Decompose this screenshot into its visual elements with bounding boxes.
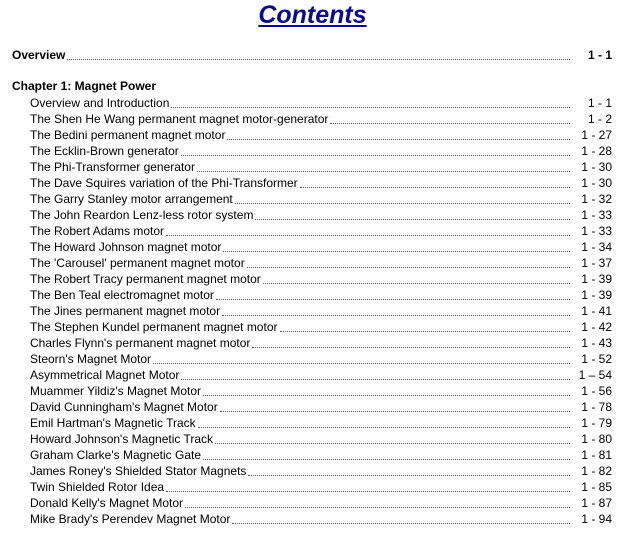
toc-entry[interactable] [30,494,612,510]
dot-leader [203,385,570,396]
toc-entry[interactable] [30,158,612,174]
toc-entry-label: The Bedini permanent magnet motor [30,128,226,142]
toc-entry-page: 1 - 80 [581,432,612,446]
toc-entry[interactable] [30,94,612,110]
toc-entry-page: 1 - 78 [581,400,612,414]
dot-leader [248,465,570,476]
toc-entry-label: Graham Clarke's Magnetic Gate [30,448,202,462]
dot-leader [171,97,570,108]
toc-entry-page: 1 - 82 [581,464,612,478]
toc-entry[interactable] [30,430,612,446]
toc-entry-page: 1 - 32 [581,192,612,206]
toc-entry-label: Twin Shielded Rotor Idea [30,480,165,494]
toc-entry-page: 1 - 41 [581,304,612,318]
toc-entry[interactable] [30,126,612,142]
toc-entry[interactable] [30,478,612,494]
dot-leader [280,321,571,332]
dot-leader [215,433,570,444]
toc-entry-label: The Ecklin-Brown generator [30,144,179,158]
chapter-heading: Chapter 1: Magnet Power [12,79,157,93]
toc-entry-label: The Dave Squires variation of the Phi-Transformer [30,176,298,190]
toc-entry-label: The 'Carousel' permanent magnet motor [30,256,245,270]
toc-entry-page: 1 - 87 [581,496,612,510]
toc-entry[interactable] [30,446,612,462]
dot-leader [232,513,570,524]
toc-entry-label: The Howard Johnson magnet motor [30,240,222,254]
toc-entry-page: 1 - 37 [581,256,612,270]
toc-entry-label: Steorn's Magnet Motor [30,352,152,366]
toc-entry-page: 1 - 27 [581,128,612,142]
dot-leader [263,273,570,284]
toc-entry-page: 1 - 34 [581,240,612,254]
toc-entry-label: The Shen He Wang permanent magnet motor-generator [30,112,329,126]
toc-entry-label: The Phi-Transformer generator [30,160,195,174]
toc-entry-page: 1 - 30 [581,160,612,174]
toc-entry-page: 1 - 85 [581,480,612,494]
toc-entry-label: Donald Kelly's Magnet Motor [30,496,184,510]
toc-entry-page: 1 - 42 [581,320,612,334]
dot-leader [220,401,570,412]
toc-entry[interactable] [30,174,612,190]
dot-leader [252,337,570,348]
toc-entry-label: Muammer Yildiz's Magnet Motor [30,384,202,398]
toc-entry-page: 1 - 30 [581,176,612,190]
toc-entry[interactable] [30,142,612,158]
toc-entry-label: Asymmetrical Magnet Motor [30,368,180,382]
toc-entry[interactable] [30,254,612,270]
toc-entry-page: 1 - 1 [587,48,612,62]
dot-leader [223,241,570,252]
toc-entry-page: 1 - 94 [581,512,612,526]
toc-entry-label: The Jines permanent magnet motor [30,304,221,318]
toc-entry-page: 1 - 28 [581,144,612,158]
toc-entry[interactable] [30,110,612,126]
toc-entry[interactable] [30,462,612,478]
toc-entry-label: Charles Flynn's permanent magnet motor [30,336,251,350]
toc-entry-overview[interactable] [12,46,612,62]
toc-entry-label: James Roney's Shielded Stator Magnets [30,464,247,478]
toc-entry[interactable] [30,222,612,238]
dot-leader [166,225,570,236]
toc-entry-label: Mike Brady's Perendev Magnet Motor [30,512,231,526]
toc-entry-page: 1 - 52 [581,352,612,366]
toc-entry-label: The Robert Tracy permanent magnet motor [30,272,261,286]
toc-entry[interactable] [30,190,612,206]
toc-entry-label: The John Reardon Lenz-less rotor system [30,208,254,222]
toc-entry[interactable] [30,302,612,318]
dot-leader [222,305,570,316]
dot-leader [197,161,570,172]
toc-entry-page: 1 - 39 [581,288,612,302]
toc-entry[interactable] [30,414,612,430]
toc-entry[interactable] [30,366,612,382]
dot-leader [181,369,570,380]
dot-leader [181,145,570,156]
dot-leader [185,497,570,508]
page-title: Contents [258,1,367,29]
toc-entry-page: 1 - 33 [581,208,612,222]
toc-entry-label: The Ben Teal electromagnet motor [30,288,214,302]
toc-entry-page: 1 - 79 [581,416,612,430]
toc-entry[interactable] [30,334,612,350]
toc-entry-page: 1 - 43 [581,336,612,350]
toc-entry-label: Emil Hartman's Magnetic Track [30,416,196,430]
dot-leader [198,417,570,428]
dot-leader [67,49,570,60]
toc-entry[interactable] [30,398,612,414]
toc-entry-label: Overview [12,48,66,62]
dot-leader [216,289,570,300]
toc-entry[interactable] [30,510,612,526]
toc-entry-page: 1 - 33 [581,224,612,238]
toc-entry-label: David Cunningham's Magnet Motor [30,400,218,414]
toc-entry-label: The Garry Stanley motor arrangement [30,192,233,206]
dot-leader [235,193,570,204]
toc-entry-page: 1 - 2 [587,112,612,126]
toc-entry-label: Howard Johnson's Magnetic Track [30,432,214,446]
dot-leader [300,177,570,188]
toc-entry-label: The Robert Adams motor [30,224,165,238]
toc-entry[interactable] [30,286,612,302]
toc-entry[interactable] [30,382,612,398]
dot-leader [166,481,570,492]
toc-entry-page: 1 - 1 [587,96,612,110]
dot-leader [330,113,570,124]
toc-entry[interactable] [30,206,612,222]
toc-entry-page: 1 - 56 [581,384,612,398]
dot-leader [255,209,570,220]
toc-entry-label: The Stephen Kundel permanent magnet motor [30,320,278,334]
toc-entry[interactable] [30,270,612,286]
toc-entry-page: 1 – 54 [578,368,612,382]
toc-entry[interactable] [30,318,612,334]
toc-entry-page: 1 - 81 [581,448,612,462]
dot-leader [153,353,570,364]
dot-leader [203,449,570,460]
toc-entry[interactable] [30,350,612,366]
dot-leader [247,257,570,268]
toc-entry-page: 1 - 39 [581,272,612,286]
dot-leader [227,129,570,140]
toc-entry[interactable] [30,238,612,254]
toc-entry-label: Overview and Introduction [30,96,170,110]
